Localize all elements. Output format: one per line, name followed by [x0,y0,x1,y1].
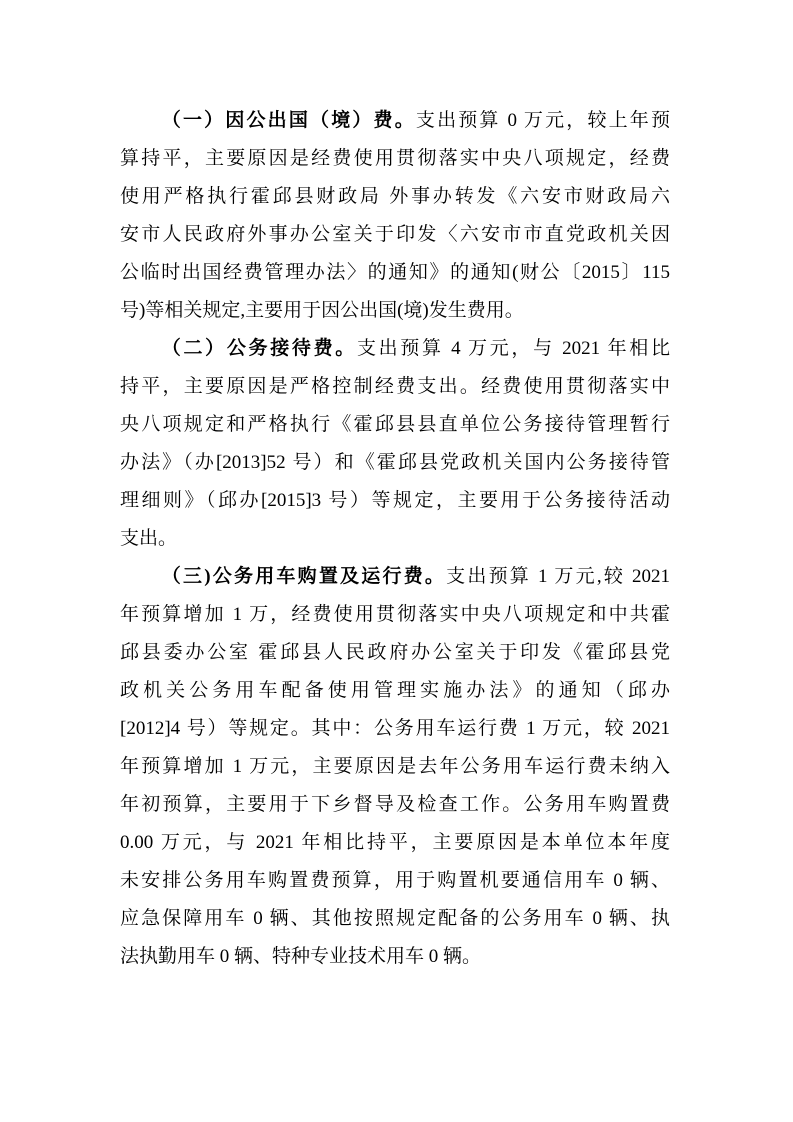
paragraph-text: 支出预算 0 万元，较上年预 [415,110,670,131]
paragraph-overseas-travel-expense [120,102,670,330]
paragraph-line: 应急保障用车 0 辆、其他按照规定配备的公务用车 0 辆、执 [120,908,670,929]
paragraph-heading: （二）公务接待费。 [161,338,357,359]
paragraph-text: 支出预算 1 万元,较 2021 [446,566,670,587]
paragraph-line: 法执勤用车 0 辆、特种专业技术用车 0 辆。 [120,946,482,967]
paragraph-line: 安市人民政府外事办公室关于印发〈六安市市直党政机关因 [120,224,670,245]
paragraph-line: 号)等相关规定,主要用于因公出国(境)发生费用。 [120,300,524,321]
paragraph-line [120,558,670,596]
text-block [120,102,670,976]
paragraph-official-reception-expense [120,330,670,558]
paragraph-text: 支出预算 4 万元，与 2021 年相比 [356,338,670,359]
paragraph-line: 未安排公务用车购置费预算，用于购置机要通信用车 0 辆、 [120,870,670,891]
paragraph-line: 年初预算，主要用于下乡督导及检查工作。公务用车购置费 [120,794,670,815]
paragraph-line [120,102,670,140]
paragraph-line: 办法》（办[2013]52 号）和《霍邱县党政机关国内公务接待管 [120,452,670,473]
paragraph-line: 年预算增加 1 万元，主要原因是去年公务用车运行费未纳入 [120,756,670,777]
paragraph-line: 支出。 [120,528,178,549]
paragraph-line: 政机关公务用车配备使用管理实施办法》的通知（邱办 [120,680,670,701]
paragraph-line: [2012]4 号）等规定。其中：公务用车运行费 1 万元，较 2021 [120,718,670,739]
paragraph-line: 0.00 万元，与 2021 年相比持平，主要原因是本单位本年度 [120,832,670,853]
paragraph-line: 公临时出国经费管理办法〉的通知》的通知(财公〔2015〕115 [120,262,670,283]
paragraph-line: 年预算增加 1 万，经费使用贯彻落实中央八项规定和中共霍 [120,604,670,625]
paragraph-line: 算持平，主要原因是经费使用贯彻落实中央八项规定，经费 [120,148,670,169]
paragraph-line: 持平，主要原因是严格控制经费支出。经费使用贯彻落实中 [120,376,670,397]
paragraph-line: 邱县委办公室 霍邱县人民政府办公室关于印发《霍邱县党 [120,642,670,663]
paragraph-line: 使用严格执行霍邱县财政局 外事办转发《六安市财政局六 [120,186,670,207]
paragraph-line [120,330,670,368]
paragraph-official-vehicle-expense [120,558,670,976]
paragraph-heading: （一）因公出国（境）费。 [161,110,416,131]
paragraph-line: 央八项规定和严格执行《霍邱县县直单位公务接待管理暂行 [120,414,670,435]
paragraph-line: 理细则》（邱办[2015]3 号）等规定，主要用于公务接待活动 [120,490,670,511]
paragraph-heading: （三)公务用车购置及运行费。 [161,566,447,587]
